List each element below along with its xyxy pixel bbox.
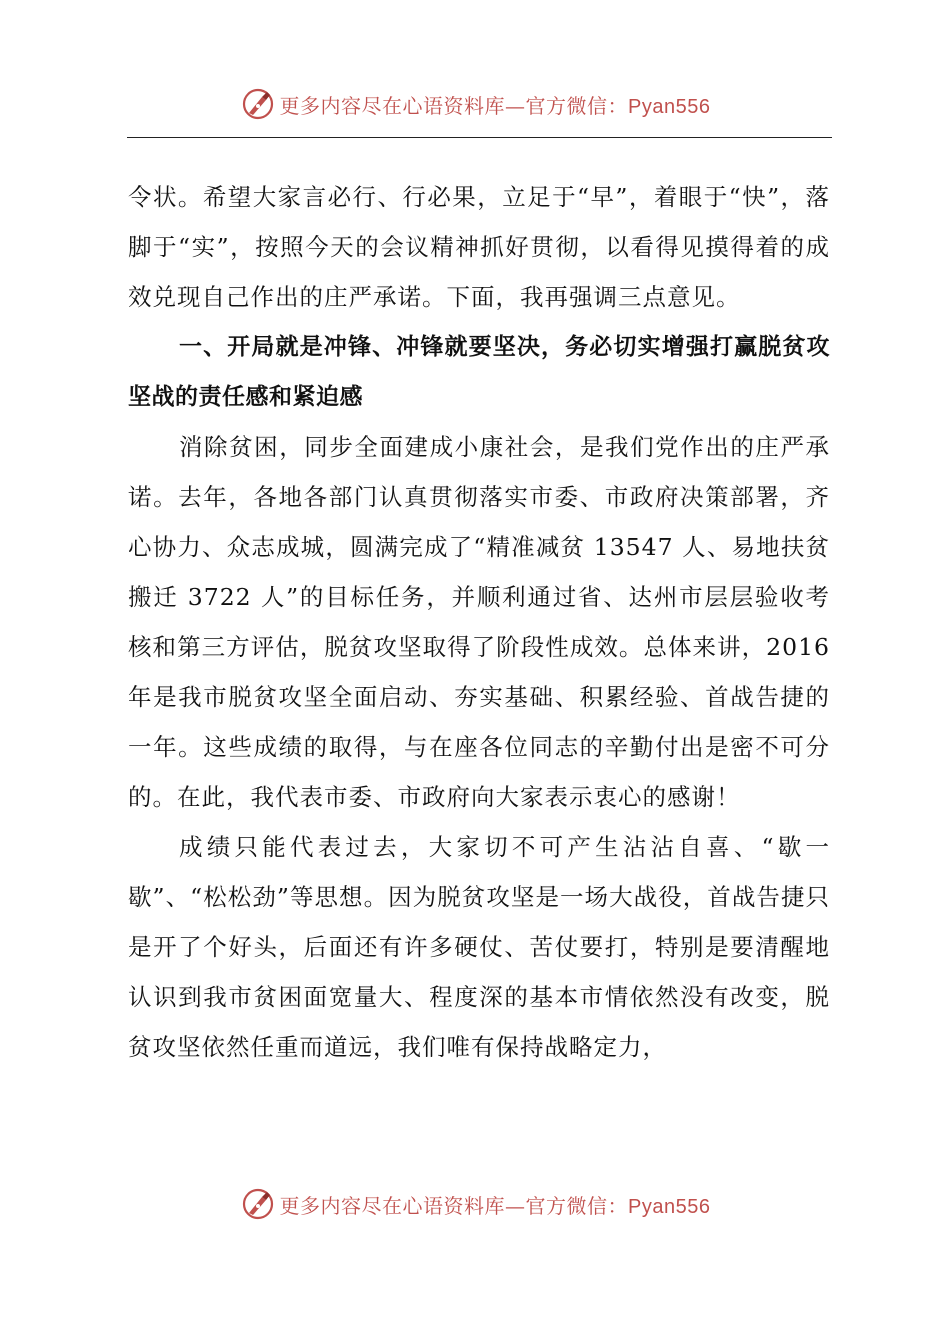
paragraph-3: 成绩只能代表过去，大家切不可产生沾沾自喜、“歇一歇”、“松松劲”等思想。因为脱贫攻坚是一场大战役，首战告捷只是开了个好头，后面还有许多硬仗、苦仗要打，特别是要清醒地认识到我市贫困面宽量大、程度深的基本市情依然没有改变，脱贫攻坚依然任重而道远，我们唯有保持战略定力， [128,833,830,1061]
header-banner-dash: — [505,93,526,118]
footer-banner-text [280,1190,711,1219]
footer-wechat-id: Pyan556 [628,1195,711,1218]
header-banner-text [280,90,711,119]
pen-nib-icon [240,86,276,122]
paragraph-1: 令状。希望大家言必行、行必果，立足于“早”，着眼于“快”，落脚于“实”，按照今天的会议精神抓好贯彻，以看得见摸得着的成效兑现自己作出的庄严承诺。下面，我再强调三点意见。 [128,183,830,311]
header-banner-title: 更多内容尽在心语资料库 [279,93,506,118]
footer-banner [0,1182,950,1226]
header-wechat-id: Pyan556 [628,95,711,118]
section-heading-1: 一、开局就是冲锋、冲锋就要坚决，务必切实增强打赢脱贫攻坚战的责任感和紧迫感 [128,334,830,410]
header-banner [0,82,950,126]
footer-banner-dash: — [505,1193,526,1218]
header-banner-label: 官方微信： [525,93,629,118]
paragraph-2: 消除贫困，同步全面建成小康社会，是我们党作出的庄严承诺。去年，各地各部门认真贯彻落实市委、市政府决策部署，齐心协力、众志成城，圆满完成了“精准减贫 13547 人、易地扶贫搬迁 3722 人”的目标任务，并顺利通过省、达州市层层验收考核和第三方评估，脱贫攻坚取得了阶段性成效。总体来讲，2016 年是我市脱贫攻坚全面启动、夯实基础、积累经验、首战告捷的一年。这些成绩的取得，与在座各位同志的辛勤付出是密不可分的。在此，我代表市委、市政府向大家表示衷心的感谢！ [128,433,830,811]
footer-banner-title: 更多内容尽在心语资料库 [279,1193,506,1218]
document-body [128,172,830,1072]
header-divider [127,137,832,138]
pen-nib-icon [240,1186,276,1222]
footer-banner-label: 官方微信： [525,1193,629,1218]
